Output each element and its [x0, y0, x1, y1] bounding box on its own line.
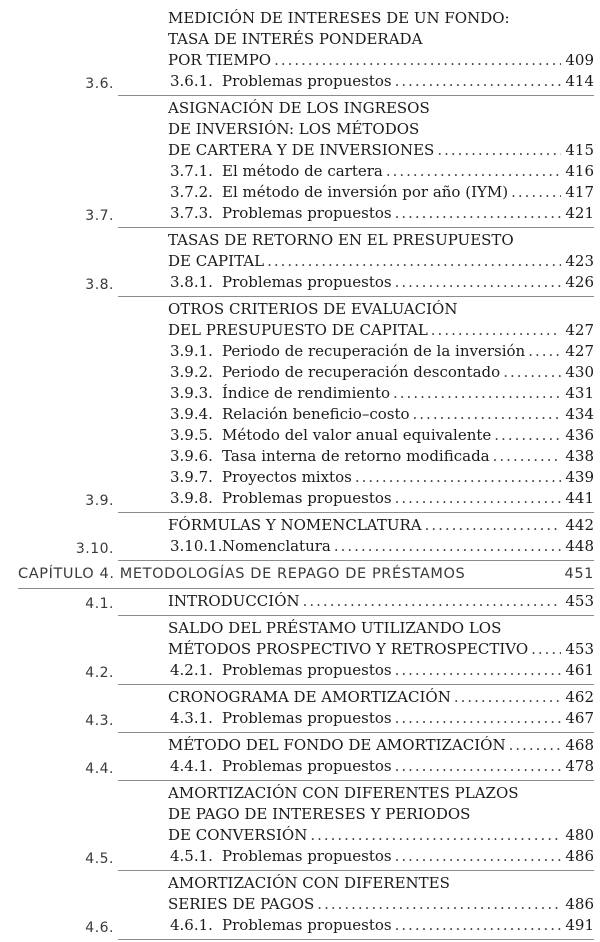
dot-leader: [509, 735, 561, 756]
section-title-text: AMORTIZACIÓN CON DIFERENTES: [168, 874, 450, 892]
subsection-number: 3.6.1.: [170, 72, 213, 90]
section-title-line[interactable]: [168, 119, 594, 140]
subsection-title: [170, 272, 392, 293]
toc-section-row: [75, 515, 594, 557]
page-number: 441: [565, 489, 594, 507]
page-number: 417: [565, 183, 594, 201]
subsection-text: Tasa interna de retorno modificada: [222, 447, 490, 465]
section-title-line[interactable]: [168, 618, 594, 639]
page-number: 467: [565, 709, 594, 727]
subsection-number: 4.6.1.: [170, 916, 213, 934]
section-entry[interactable]: [168, 140, 594, 161]
subsection-entry[interactable]: [168, 425, 594, 446]
section-entry[interactable]: [168, 825, 594, 846]
section-number: 3.9.: [85, 493, 114, 509]
subsection-text: Problemas propuestos: [222, 757, 392, 775]
section-title-line[interactable]: [168, 98, 594, 119]
section-number: 4.4.: [85, 761, 114, 777]
toc-section-row: [85, 618, 594, 681]
page-number: 468: [565, 736, 594, 754]
subsection-title: [170, 362, 500, 383]
subsection-title: [170, 404, 410, 425]
dot-leader: [355, 467, 561, 488]
section-body: [168, 687, 594, 729]
section-number: 4.2.: [85, 665, 114, 681]
subsection-number: 3.9.5.: [170, 426, 213, 444]
section-title-text: TASA DE INTERÉS PONDERADA: [168, 30, 423, 48]
toc-section-row: [85, 591, 594, 612]
section-title-text: OTROS CRITERIOS DE EVALUACIÓN: [168, 300, 458, 318]
page-number: 427: [565, 321, 594, 339]
page-number: 491: [565, 916, 594, 934]
section-entry[interactable]: [168, 894, 594, 915]
subsection-text: Problemas propuestos: [222, 916, 392, 934]
dot-leader: [395, 756, 561, 777]
page-number: 409: [565, 51, 594, 69]
section-title-text: MÉTODOS PROSPECTIVO Y RETROSPECTIVO: [168, 640, 529, 658]
dot-leader: [437, 140, 561, 161]
subsection-number: 4.4.1.: [170, 757, 213, 775]
page-number: 486: [565, 847, 594, 865]
page-number: 480: [565, 826, 594, 844]
section-title-text: CRONOGRAMA DE AMORTIZACIÓN: [168, 688, 451, 706]
toc-section: [85, 733, 594, 781]
dot-leader: [395, 915, 561, 936]
section-body: [168, 8, 594, 92]
page-number: 486: [565, 895, 594, 913]
subsection-entry[interactable]: [168, 446, 594, 467]
subsection-entry[interactable]: [168, 383, 594, 404]
toc-section-row: [85, 783, 594, 867]
subsection-text: El método de cartera: [222, 162, 383, 180]
section-body: [168, 591, 594, 612]
toc-section: [85, 6, 594, 96]
section-title-text: DEL PRESUPUESTO DE CAPITAL: [168, 321, 428, 339]
toc-section-row: [85, 735, 594, 777]
page-number: 415: [565, 141, 594, 159]
subsection-text: Problemas propuestos: [222, 709, 392, 727]
subsection-number: 3.9.4.: [170, 405, 213, 423]
section-entry[interactable]: [168, 320, 594, 341]
subsection-number: 3.9.3.: [170, 384, 213, 402]
subsection-entry[interactable]: [168, 536, 594, 557]
subsection-title: [170, 341, 525, 362]
section-number: 3.6.: [85, 76, 114, 92]
toc-chapter-3-sections: [0, 6, 600, 561]
chapter-title: CAPÍTULO 4. METODOLOGÍAS DE REPAGO DE PRÉSTAMOS: [18, 566, 466, 582]
section-number: 4.5.: [85, 851, 114, 867]
section-number: 3.10.: [75, 541, 114, 557]
page-number: 478: [565, 757, 594, 775]
toc-section-row: [85, 8, 594, 92]
subsection-number: 4.5.1.: [170, 847, 213, 865]
subsection-text: Problemas propuestos: [222, 661, 392, 679]
subsection-text: Nomenclatura: [222, 537, 331, 555]
section-title-line[interactable]: [168, 299, 594, 320]
toc-section-row: [85, 230, 594, 293]
section-title-text: DE PAGO DE INTERESES Y PERIODOS: [168, 805, 471, 823]
subsection-entry[interactable]: [168, 182, 594, 203]
section-entry[interactable]: [168, 639, 594, 660]
dot-leader: [511, 182, 561, 203]
dot-leader: [395, 272, 561, 293]
section-entry[interactable]: [168, 687, 594, 708]
page-number: 416: [565, 162, 594, 180]
dot-leader: [431, 320, 561, 341]
subsection-entry[interactable]: [168, 708, 594, 729]
dot-leader: [274, 50, 561, 71]
subsection-title: [170, 488, 392, 509]
subsection-entry[interactable]: [168, 203, 594, 224]
toc-section: [85, 96, 594, 228]
dot-leader: [413, 404, 561, 425]
subsection-entry[interactable]: [168, 660, 594, 681]
toc-section-row: [85, 98, 594, 224]
section-title-text: DE CARTERA Y DE INVERSIONES: [168, 141, 435, 159]
page-number: 430: [565, 363, 594, 381]
dot-leader: [395, 488, 561, 509]
section-number: 3.8.: [85, 277, 114, 293]
section-title-line[interactable]: [168, 8, 594, 29]
section-title-line[interactable]: [168, 29, 594, 50]
section-title-text: INTRODUCCIÓN: [168, 592, 300, 610]
subsection-entry[interactable]: [168, 161, 594, 182]
page-number: 423: [565, 252, 594, 270]
section-body: [168, 735, 594, 777]
toc-section: [85, 228, 594, 297]
page-number: 436: [565, 426, 594, 444]
section-title-text: DE CONVERSIÓN: [168, 826, 308, 844]
toc-section: [85, 871, 594, 940]
subsection-text: Método del valor anual equivalente: [222, 426, 492, 444]
section-body: [168, 299, 594, 509]
section-number: 4.3.: [85, 713, 114, 729]
dot-leader: [494, 425, 561, 446]
subsection-title: [170, 846, 392, 867]
subsection-title: [170, 708, 392, 729]
subsection-title: [170, 915, 392, 936]
subsection-entry[interactable]: [168, 915, 594, 936]
subsection-number: 3.8.1.: [170, 273, 213, 291]
page-number: 453: [565, 640, 594, 658]
dot-leader: [267, 251, 561, 272]
dot-leader: [395, 71, 561, 92]
section-entry[interactable]: [168, 735, 594, 756]
page-number: 462: [565, 688, 594, 706]
subsection-entry[interactable]: [168, 341, 594, 362]
subsection-entry[interactable]: [168, 488, 594, 509]
subsection-title: [170, 383, 390, 404]
page-number: 438: [565, 447, 594, 465]
subsection-title: [170, 660, 392, 681]
chapter-page: 451: [564, 566, 594, 582]
dot-leader: [317, 894, 561, 915]
section-body: [168, 783, 594, 867]
page-number: 431: [565, 384, 594, 402]
subsection-number: 3.9.2.: [170, 363, 213, 381]
dot-leader: [310, 825, 561, 846]
page-number: 421: [565, 204, 594, 222]
toc-section: [85, 589, 594, 616]
subsection-title: [170, 536, 331, 557]
subsection-entry[interactable]: [168, 404, 594, 425]
page-number: 448: [565, 537, 594, 555]
dot-leader: [395, 660, 561, 681]
subsection-number: 3.9.8.: [170, 489, 213, 507]
subsection-text: Relación beneficio–costo: [222, 405, 410, 423]
subsection-number: 3.7.1.: [170, 162, 213, 180]
section-number: 4.6.: [85, 920, 114, 936]
section-body: [168, 618, 594, 681]
section-title-text: DE INVERSIÓN: LOS MÉTODOS: [168, 120, 420, 138]
page-number: 434: [565, 405, 594, 423]
dot-leader: [528, 341, 561, 362]
section-body: [168, 230, 594, 293]
section-title-text: ASIGNACIÓN DE LOS INGRESOS: [168, 99, 430, 117]
section-entry[interactable]: [168, 591, 594, 612]
chapter-heading[interactable]: [18, 561, 594, 589]
page-number: 414: [565, 72, 594, 90]
dot-leader: [395, 708, 561, 729]
toc-section: [85, 616, 594, 685]
section-title-text: MEDICIÓN DE INTERESES DE UN FONDO:: [168, 9, 510, 27]
toc-section-row: [85, 873, 594, 936]
subsection-title: [170, 71, 392, 92]
dot-leader: [386, 161, 561, 182]
section-title-line[interactable]: [168, 230, 594, 251]
page-number: 461: [565, 661, 594, 679]
toc-section: [85, 297, 594, 513]
section-title-text: FÓRMULAS Y NOMENCLATURA: [168, 516, 422, 534]
section-entry[interactable]: [168, 251, 594, 272]
dot-leader: [303, 591, 561, 612]
toc-chapter-4-sections: [0, 589, 600, 940]
toc-section-row: [85, 687, 594, 729]
subsection-number: 3.9.6.: [170, 447, 213, 465]
section-title-line[interactable]: [168, 873, 594, 894]
subsection-text: Problemas propuestos: [222, 72, 392, 90]
section-title-text: TASAS DE RETORNO EN EL PRESUPUESTO: [168, 231, 514, 249]
subsection-number: 3.7.2.: [170, 183, 213, 201]
dot-leader: [454, 687, 561, 708]
toc-section-row: [85, 299, 594, 509]
subsection-entry[interactable]: [168, 756, 594, 777]
section-title-line[interactable]: [168, 804, 594, 825]
subsection-text: Índice de rendimiento: [222, 384, 391, 402]
subsection-text: El método de inversión por año (IYM): [222, 183, 509, 201]
subsection-number: 3.9.1.: [170, 342, 213, 360]
subsection-number: 3.10.1.: [170, 537, 223, 555]
dot-leader: [503, 362, 561, 383]
dot-leader: [395, 846, 561, 867]
dot-leader: [393, 383, 561, 404]
subsection-entry[interactable]: [168, 846, 594, 867]
dot-leader: [334, 536, 561, 557]
section-title-text: AMORTIZACIÓN CON DIFERENTES PLAZOS: [168, 784, 519, 802]
subsection-title: [170, 161, 383, 182]
table-of-contents: [0, 6, 600, 940]
subsection-number: 3.7.3.: [170, 204, 213, 222]
section-title-text: MÉTODO DEL FONDO DE AMORTIZACIÓN: [168, 736, 506, 754]
subsection-entry[interactable]: [168, 467, 594, 488]
section-title-line[interactable]: [168, 783, 594, 804]
page-number: 439: [565, 468, 594, 486]
toc-section: [75, 513, 594, 561]
subsection-text: Periodo de recuperación de la inversión: [222, 342, 526, 360]
subsection-entry[interactable]: [168, 71, 594, 92]
section-title-text: DE CAPITAL: [168, 252, 265, 270]
section-entry[interactable]: [168, 50, 594, 71]
section-number: 4.1.: [85, 596, 114, 612]
page-number: 442: [565, 516, 594, 534]
section-body: [168, 873, 594, 936]
subsection-title: [170, 446, 490, 467]
subsection-number: 3.9.7.: [170, 468, 213, 486]
section-body: [168, 515, 594, 557]
section-title-text: SALDO DEL PRÉSTAMO UTILIZANDO LOS: [168, 619, 502, 637]
page-number: 453: [565, 592, 594, 610]
subsection-text: Problemas propuestos: [222, 489, 392, 507]
subsection-title: [170, 182, 508, 203]
toc-section: [85, 685, 594, 733]
section-title-text: SERIES DE PAGOS: [168, 895, 315, 913]
dot-leader: [531, 639, 561, 660]
subsection-number: 4.2.1.: [170, 661, 213, 679]
toc-section: [85, 781, 594, 871]
section-entry[interactable]: [168, 515, 594, 536]
section-body: [168, 98, 594, 224]
subsection-title: [170, 756, 392, 777]
subsection-text: Proyectos mixtos: [222, 468, 352, 486]
dot-leader: [395, 203, 561, 224]
subsection-entry[interactable]: [168, 272, 594, 293]
subsection-text: Problemas propuestos: [222, 847, 392, 865]
subsection-text: Periodo de recuperación descontado: [222, 363, 501, 381]
subsection-text: Problemas propuestos: [222, 273, 392, 291]
dot-leader: [493, 446, 561, 467]
subsection-text: Problemas propuestos: [222, 204, 392, 222]
subsection-title: [170, 203, 392, 224]
section-title-text: POR TIEMPO: [168, 51, 272, 69]
dot-leader: [425, 515, 561, 536]
subsection-number: 4.3.1.: [170, 709, 213, 727]
subsection-entry[interactable]: [168, 362, 594, 383]
section-number: 3.7.: [85, 208, 114, 224]
page-number: 426: [565, 273, 594, 291]
subsection-title: [170, 425, 491, 446]
subsection-title: [170, 467, 352, 488]
page-number: 427: [565, 342, 594, 360]
